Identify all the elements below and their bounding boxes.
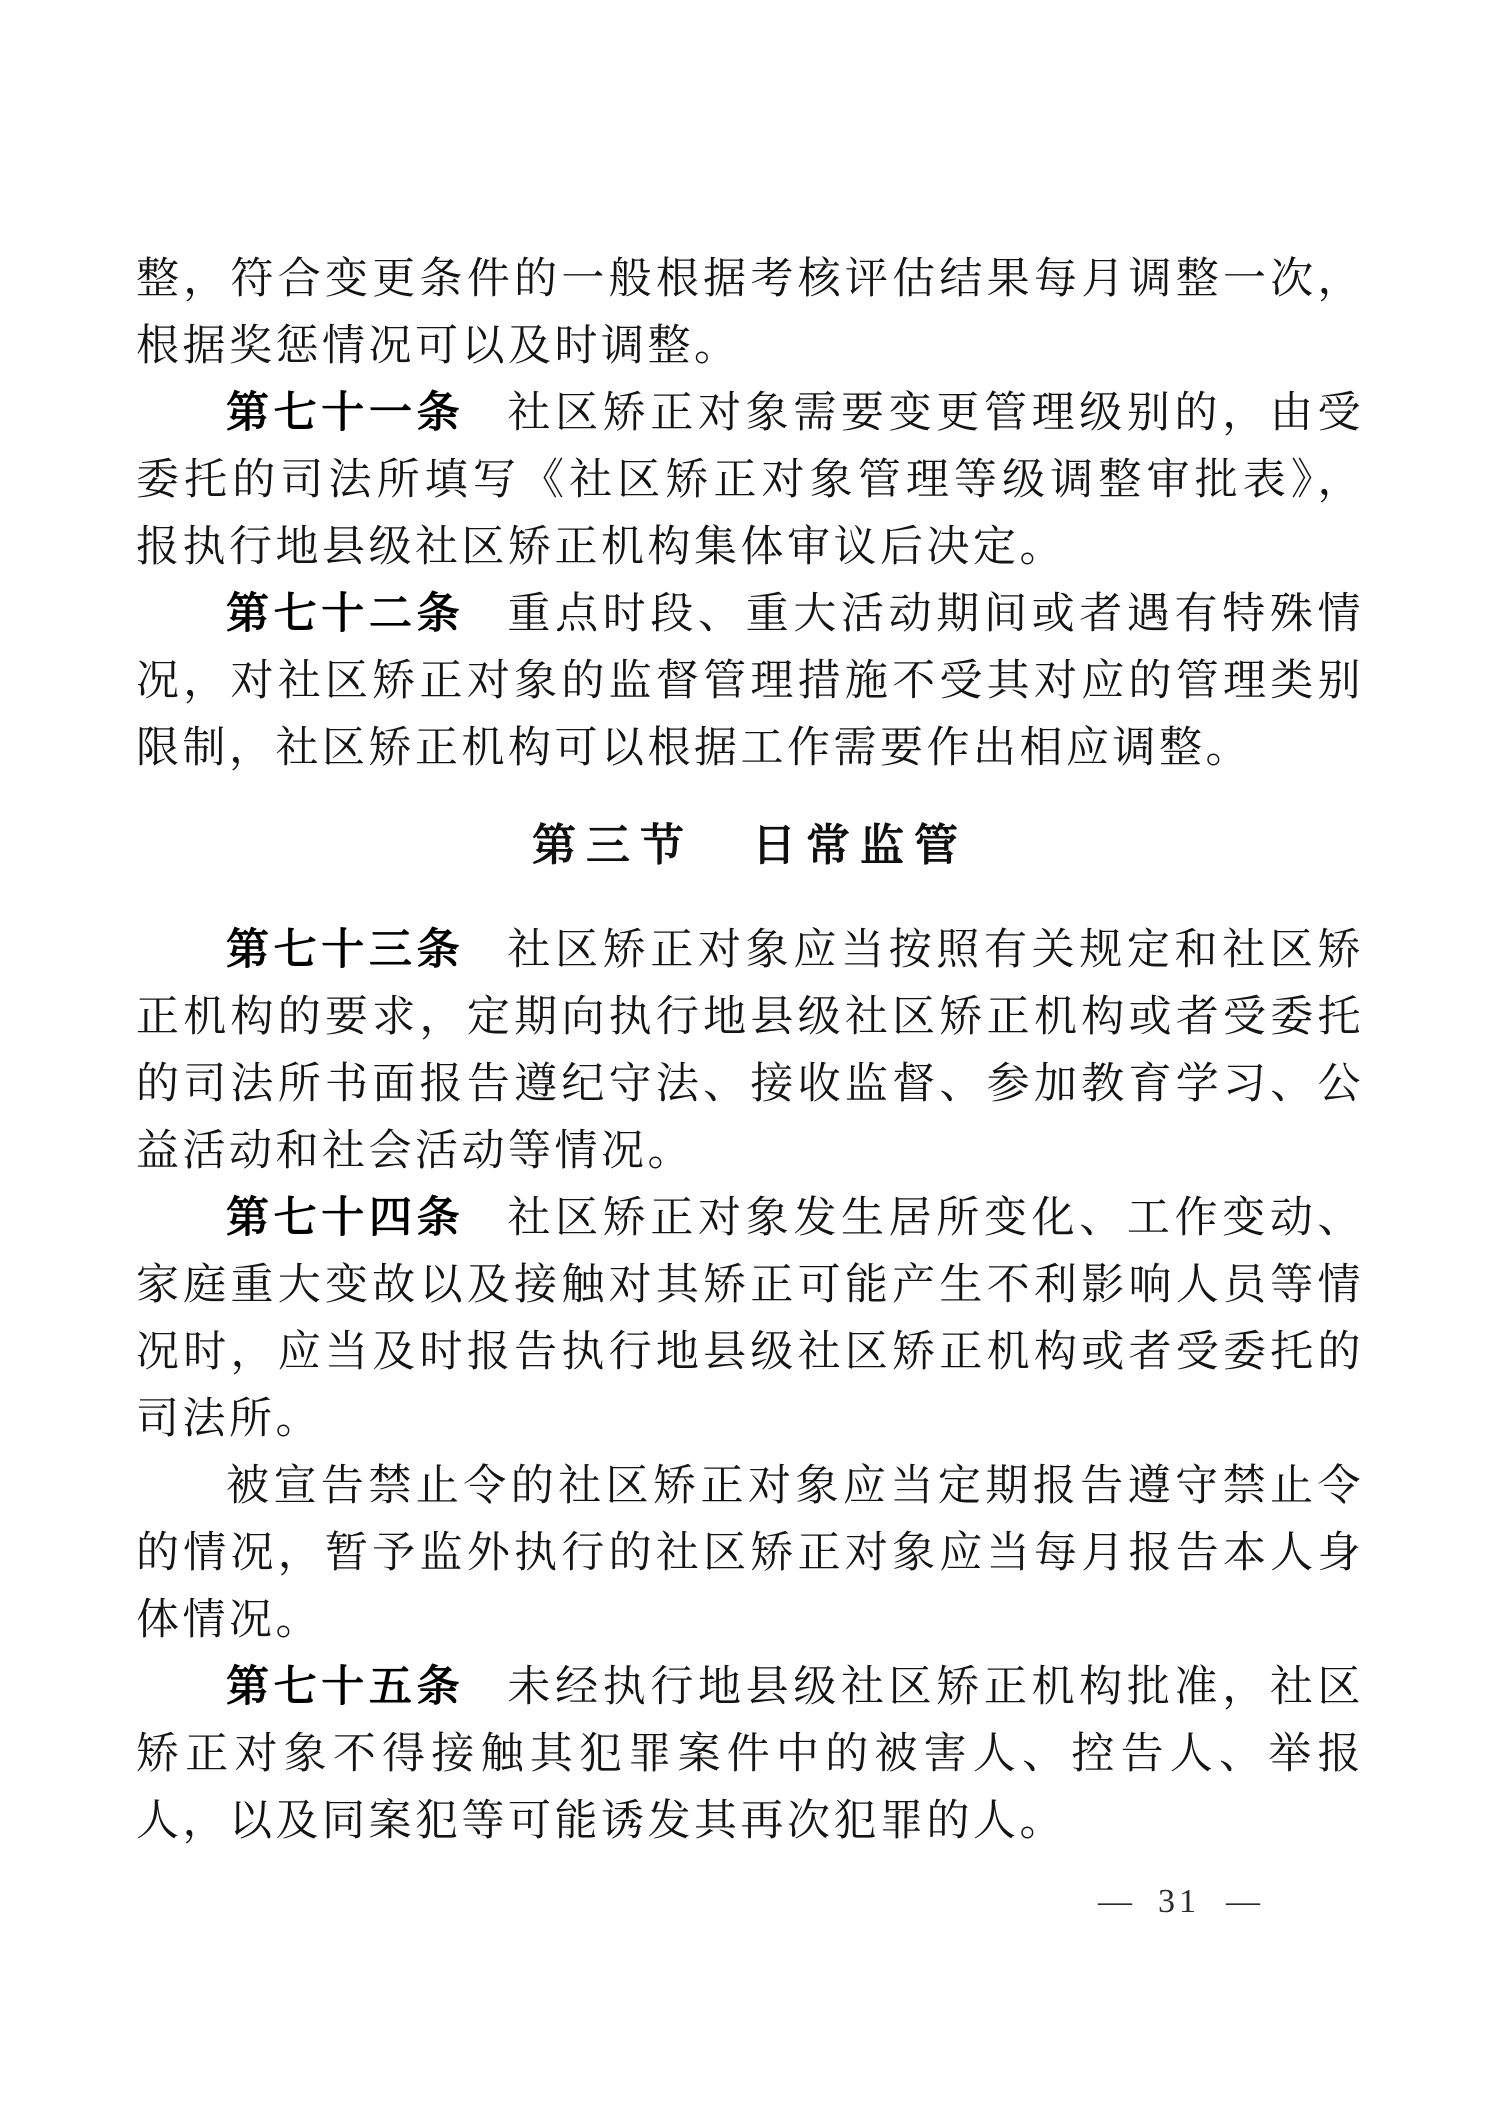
body-text: 社区矫正对象应当按照有关规定和社区矫 [506,927,1365,974]
section-heading-part: 第三节 [532,821,694,870]
article-number: 第七十三条 [226,926,465,974]
paragraph [136,1453,1364,1654]
article-number: 第七十五条 [226,1663,465,1711]
text-line [136,447,1364,514]
text-line [136,648,1364,715]
spacer [464,1231,506,1232]
text-line [136,380,1364,447]
paragraph [136,1185,1364,1453]
document-body [136,246,1364,1855]
body-text: 未经执行地县级社区矫正机构批准，社区 [506,1664,1365,1711]
text-line [136,917,1364,984]
spacer [464,963,506,964]
footer-left-dash: — [1098,1883,1132,1920]
body-text: 社区矫正对象发生居所变化、工作变动、 [506,1195,1365,1242]
text-line [136,1185,1364,1252]
section-heading [136,812,1364,879]
body-text: 家庭重大变故以及接触对其矫正可能产生不利影响人员等情 [136,1262,1364,1309]
text-line [136,581,1364,648]
text-line [136,1654,1364,1721]
body-text: 况时，应当及时报告执行地县级社区矫正机构或者受委托的 [136,1329,1364,1376]
body-text: 委托的司法所填写《社区矫正对象管理等级调整审批表》， [136,457,1364,504]
text-line [136,246,1364,313]
body-text: 益活动和社会活动等情况。 [136,1128,694,1175]
text-line [136,715,1364,782]
paragraph [136,1654,1364,1855]
body-text: 社区矫正对象需要变更管理级别的，由受 [506,390,1365,437]
paragraph [136,917,1364,1185]
body-text: 司法所。 [136,1396,322,1443]
body-text: 体情况。 [136,1597,322,1644]
body-text: 根据奖惩情况可以及时调整。 [136,323,741,370]
body-text: 况，对社区矫正对象的监督管理措施不受其对应的管理类别 [136,658,1364,705]
text-line [136,1051,1364,1118]
text-line [136,1319,1364,1386]
article-number: 第七十四条 [226,1194,465,1242]
text-line [136,1788,1364,1855]
section-heading-part: 日常监管 [752,821,968,870]
paragraph [136,246,1364,380]
paragraph [136,581,1364,782]
spacer [464,426,506,427]
body-text: 人，以及同案犯等可能诱发其再次犯罪的人。 [136,1798,1066,1845]
body-text: 被宣告禁止令的社区矫正对象应当定期报告遵守禁止令 [226,1463,1364,1510]
body-text: 重点时段、重大活动期间或者遇有特殊情 [506,591,1365,638]
body-text: 矫正对象不得接触其犯罪案件中的被害人、控告人、举报 [136,1731,1364,1778]
text-line [136,1721,1364,1788]
body-text: 整，符合变更条件的一般根据考核评估结果每月调整一次， [136,256,1364,303]
text-line [136,1118,1364,1185]
paragraph [136,380,1364,581]
spacer [464,627,506,628]
text-line [136,984,1364,1051]
body-text: 正机构的要求，定期向执行地县级社区矫正机构或者受委托 [136,994,1364,1041]
body-text: 的司法所书面报告遵纪守法、接收监督、参加教育学习、公 [136,1061,1364,1108]
text-line [136,1587,1364,1654]
page-footer [1098,1880,1260,1924]
text-line [136,1520,1364,1587]
spacer [464,1700,506,1701]
article-number: 第七十二条 [226,590,465,638]
text-line [136,1386,1364,1453]
text-line [136,1453,1364,1520]
text-line [136,313,1364,380]
body-text: 报执行地县级社区矫正机构集体审议后决定。 [136,524,1066,571]
page-number: 31 [1158,1883,1200,1920]
footer-right-dash: — [1226,1883,1260,1920]
body-text: 限制，社区矫正机构可以根据工作需要作出相应调整。 [136,725,1252,772]
text-line [136,514,1364,581]
article-number: 第七十一条 [226,389,465,437]
text-line [136,1252,1364,1319]
body-text: 的情况，暂予监外执行的社区矫正对象应当每月报告本人身 [136,1530,1364,1577]
